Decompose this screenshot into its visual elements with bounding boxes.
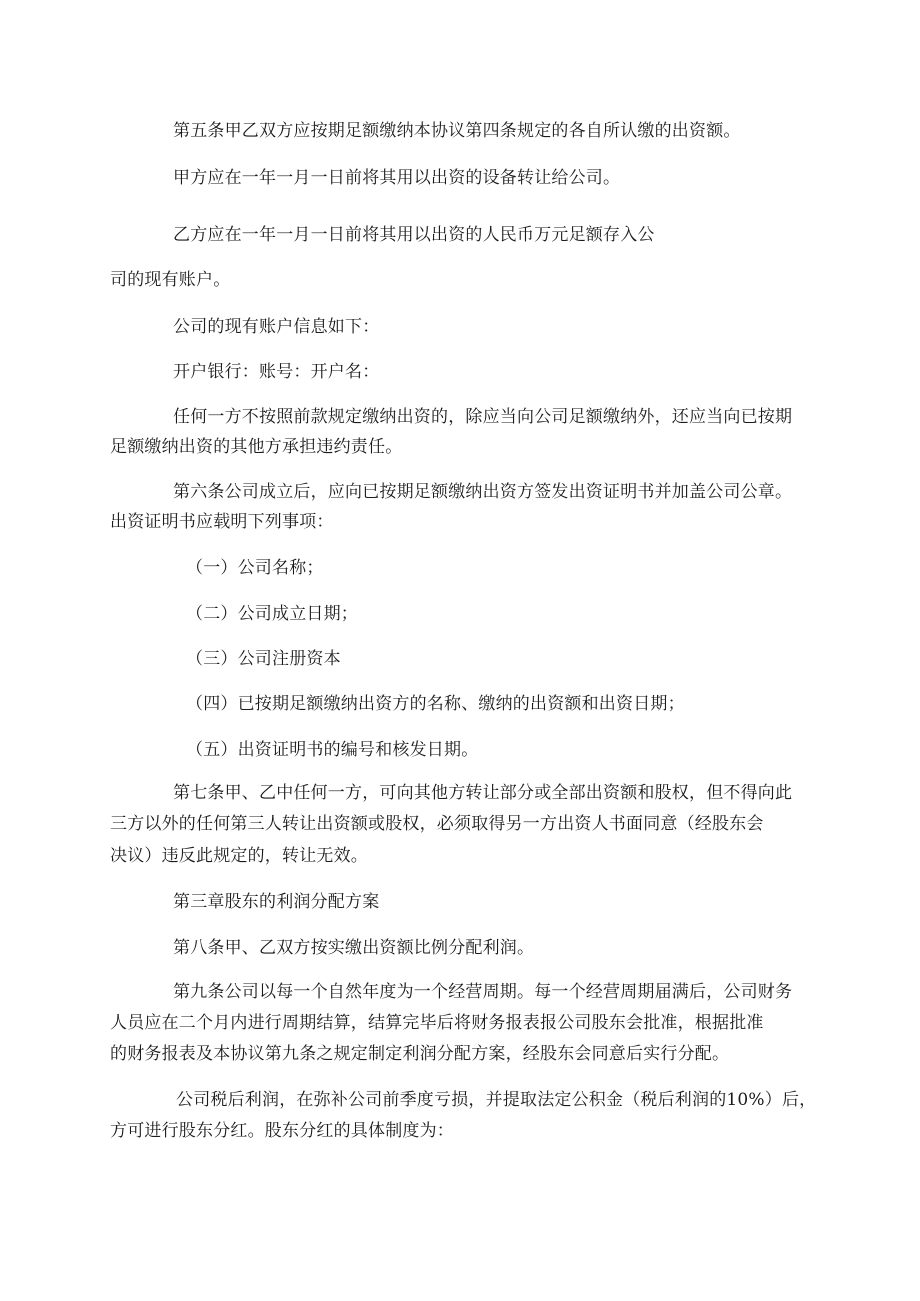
bank-account-fields: 开户银行：账号：开户名： — [173, 362, 380, 382]
list-item-4: （四）已按期足额缴纳出资方的名称、缴纳的出资额和出资日期； — [186, 694, 685, 714]
profit-paragraph-line-2: 方可进行股东分红。股东分红的具体制度为： — [110, 1121, 454, 1141]
article-8-text: 第八条甲、乙双方按实缴出资额比例分配利润。 — [173, 938, 535, 958]
chapter-3-heading: 第三章股东的利润分配方案 — [173, 892, 380, 912]
default-clause-line-2: 足额缴纳出资的其他方承担违约责任。 — [110, 437, 403, 457]
list-item-1: （一）公司名称； — [186, 558, 324, 578]
article-9-line-1: 第九条公司以每一个自然年度为一个经营周期。每一个经营周期届满后，公司财务 — [173, 982, 793, 1002]
default-clause-line-1: 任何一方不按照前款规定缴纳出资的，除应当向公司足额缴纳外，还应当向已按期 — [173, 407, 793, 427]
profit-paragraph-line-1: 公司税后利润，在弥补公司前季度亏损，并提取法定公积金（税后利润的10%）后， — [176, 1090, 817, 1110]
party-a-paragraph: 甲方应在一年一月一日前将其用以出资的设备转让给公司。 — [173, 168, 621, 188]
article-9-line-2: 人员应在二个月内进行周期结算，结算完毕后将财务报表报公司股东会批准，根据批准 — [110, 1013, 764, 1033]
article-7-line-2: 三方以外的任何第三人转让出资额或股权，必须取得另一方出资人书面同意（经股东会 — [110, 814, 764, 834]
article-5-text: 第五条甲乙双方应按期足额缴纳本协议第四条规定的各自所认缴的出资额。 — [173, 121, 741, 141]
account-info-heading: 公司的现有账户信息如下： — [173, 317, 380, 337]
article-7-line-3: 决议）违反此规定的，转让无效。 — [110, 846, 368, 866]
list-item-2: （二）公司成立日期； — [186, 604, 358, 624]
article-9-line-3: 的财务报表及本协议第九条之规定制定利润分配方案，经股东会同意后实行分配。 — [110, 1044, 730, 1064]
article-7-line-1: 第七条甲、乙中任何一方，可向其他方转让部分或全部出资额和股权，但不得向此 — [173, 783, 793, 803]
article-6-line-1: 第六条公司成立后，应向已按期足额缴纳出资方签发出资证明书并加盖公司公章。 — [173, 482, 793, 502]
list-item-3: （三）公司注册资本 — [186, 649, 341, 669]
party-b-paragraph-line-1: 乙方应在一年一月一日前将其用以出资的人民币万元足额存入公 — [173, 225, 655, 245]
list-item-5: （五）出资证明书的编号和核发日期。 — [186, 740, 479, 760]
party-b-paragraph-line-2: 司的现有账户。 — [110, 270, 231, 290]
article-6-line-2: 出资证明书应载明下列事项： — [110, 512, 334, 532]
